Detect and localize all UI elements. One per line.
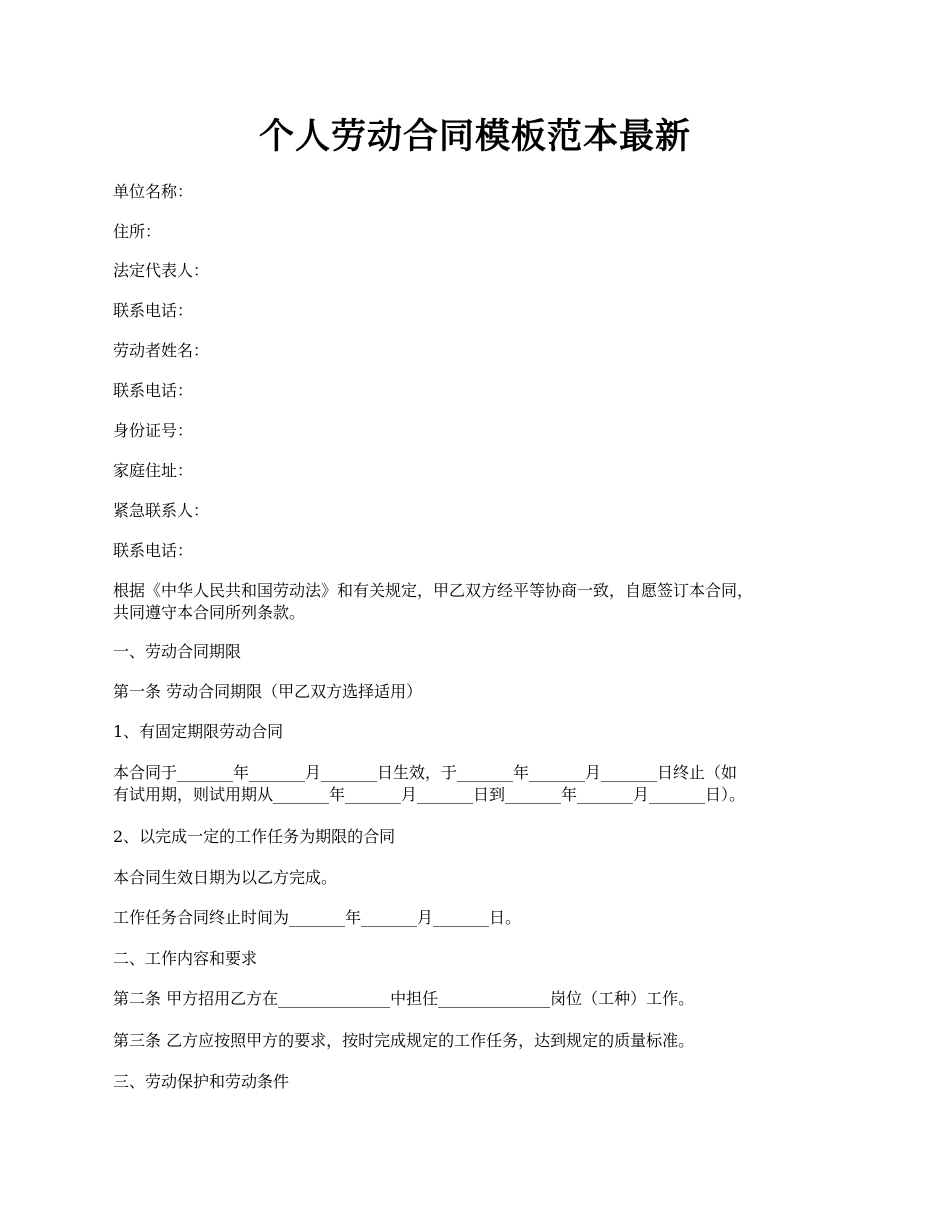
field-emergency-contact: 紧急联系人： (113, 501, 210, 520)
term-line-2: 有试用期，则试用期从_______年_______月_______日到_______年_______月_______日）。 (113, 785, 746, 804)
article-1: 第一条 劳动合同期限（甲乙双方选择适用） (113, 682, 423, 701)
item-2: 2、以完成一定的工作任务为期限的合同 (113, 827, 396, 846)
intro-line-1: 根据《中华人民共和国劳动法》和有关规定，甲乙双方经平等协商一致，自愿签订本合同， (113, 581, 754, 600)
term-line-1: 本合同于_______年_______月_______日生效，于_______年_______月_______日终止（如 (113, 763, 738, 782)
article-2: 第二条 甲方招用乙方在______________中担任______________岗位（工种）工作。 (113, 989, 695, 1008)
article-3: 第三条 乙方应按照甲方的要求，按时完成规定的工作任务，达到规定的质量标准。 (113, 1031, 695, 1050)
item-1: 1、有固定期限劳动合同 (113, 722, 284, 741)
field-phone-1: 联系电话： (113, 301, 194, 320)
section-3-heading: 三、劳动保护和劳动条件 (113, 1072, 290, 1091)
task-end: 工作任务合同终止时间为_______年_______月_______日。 (113, 908, 522, 927)
field-legal-rep: 法定代表人： (113, 261, 210, 280)
task-effective: 本合同生效日期为以乙方完成。 (113, 868, 338, 887)
section-2-heading: 二、工作内容和要求 (113, 949, 258, 968)
intro-line-2: 共同遵守本合同所列条款。 (113, 603, 306, 622)
field-unit-name: 单位名称： (113, 182, 194, 201)
field-worker-name: 劳动者姓名： (113, 341, 210, 360)
field-phone-2: 联系电话： (113, 381, 194, 400)
field-address: 住所： (113, 222, 162, 241)
intro-paragraph (113, 580, 853, 624)
field-id-number: 身份证号： (113, 421, 194, 440)
field-home-address: 家庭住址： (113, 461, 194, 480)
document-title: 个人劳动合同模板范本最新 (258, 116, 691, 157)
field-phone-3: 联系电话： (113, 541, 194, 560)
section-1-heading: 一、劳动合同期限 (113, 642, 242, 661)
term-paragraph (113, 762, 853, 806)
